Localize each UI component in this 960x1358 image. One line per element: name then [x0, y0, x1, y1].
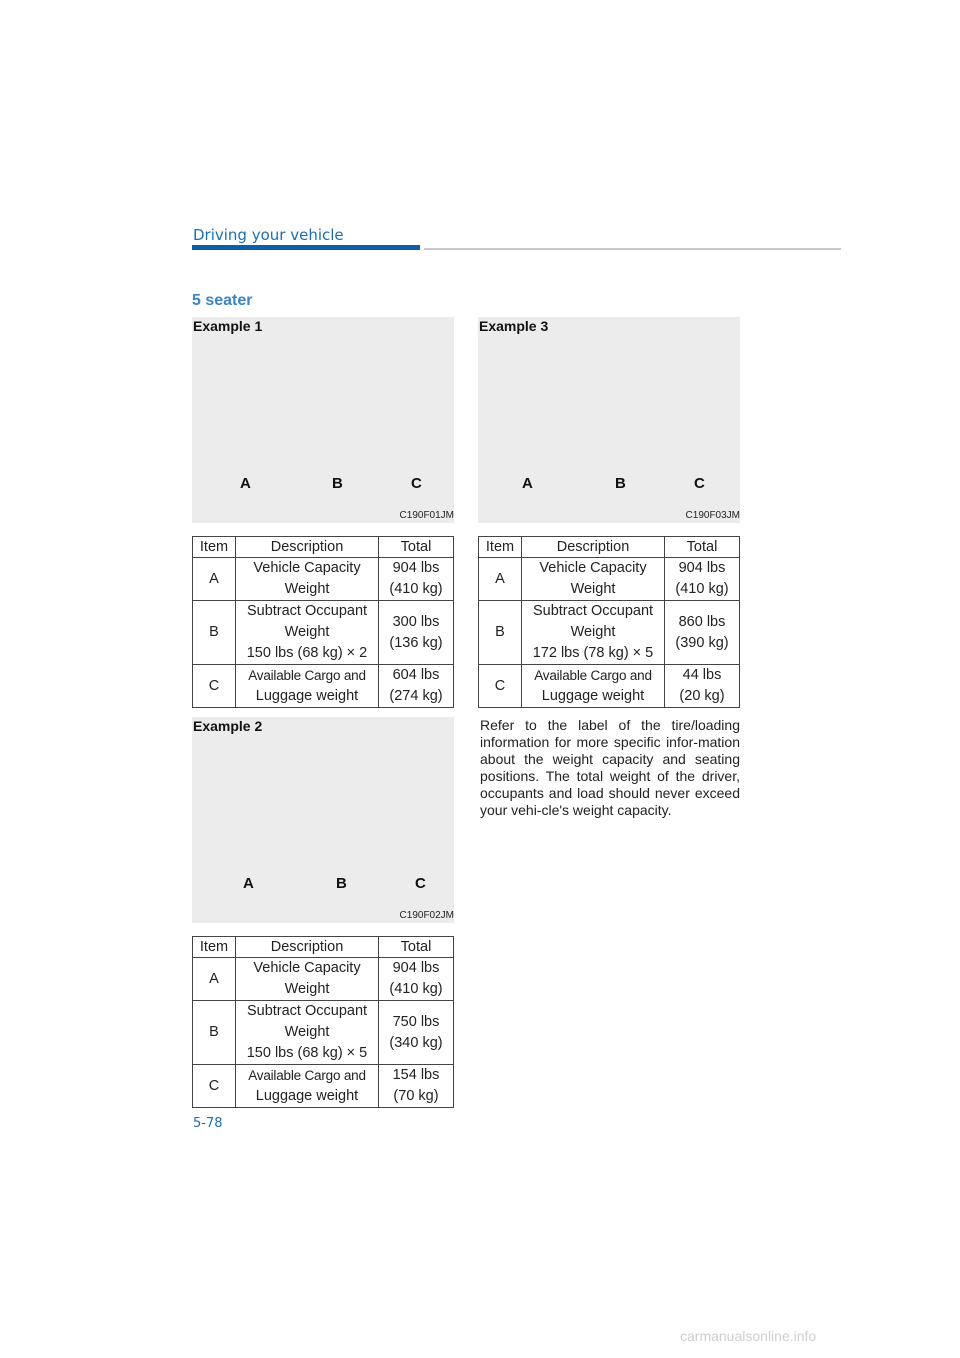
desc-line: Weight — [570, 581, 616, 597]
column-total: Total — [379, 937, 454, 958]
table-row — [193, 665, 454, 708]
desc-line: Luggage weight — [255, 688, 359, 704]
desc-line: Weight — [284, 581, 330, 597]
column-item: Item — [193, 937, 236, 958]
desc-line: Subtract Occupant — [532, 603, 654, 619]
table-row — [193, 601, 454, 665]
section-heading: 5 seater — [192, 292, 253, 309]
occupant-formula: 150 lbs (68 kg) × 2 — [246, 645, 368, 661]
total-lbs: 154 lbs — [392, 1067, 440, 1083]
total-kg: (410 kg) — [675, 581, 729, 597]
desc-line: Weight — [284, 1024, 330, 1040]
row-item: C — [479, 665, 522, 708]
total-kg: (136 kg) — [389, 634, 443, 651]
example-2-figure-code: C190F02JM — [399, 910, 454, 921]
example-1-figure-code: C190F01JM — [399, 510, 454, 521]
example-1-table — [192, 536, 454, 708]
desc-line: Available Cargo and — [534, 668, 652, 683]
total-kg: (70 kg) — [393, 1088, 439, 1104]
total-lbs: 44 lbs — [682, 667, 722, 683]
row-item: C — [193, 1065, 236, 1108]
header-accent-bar — [192, 245, 420, 250]
body-paragraph: Refer to the label of the tire/loading information for more specific infor-mation about the weight capacity and seating positions. The total weight of the driver, occupants and load should never exceed your vehi-cle's weight capacity. — [480, 717, 740, 818]
row-item: B — [193, 601, 236, 665]
section-header-title: Driving your vehicle — [193, 226, 344, 244]
total-lbs: 904 lbs — [392, 960, 440, 976]
example-1-label-b: B — [332, 475, 343, 492]
desc-line: Available Cargo and — [248, 668, 366, 683]
table-row — [193, 558, 454, 601]
total-lbs: 300 lbs — [392, 613, 440, 630]
row-item: C — [193, 665, 236, 708]
example-3-table — [478, 536, 740, 708]
watermark: carmanualsonline.info — [680, 1328, 817, 1344]
total-lbs: 750 lbs — [392, 1013, 440, 1030]
total-kg: (340 kg) — [389, 1034, 443, 1051]
desc-line: Weight — [570, 624, 616, 640]
row-item: B — [479, 601, 522, 665]
desc-line: Weight — [284, 624, 330, 640]
example-3-label-c: C — [694, 475, 705, 492]
table-row — [479, 665, 740, 708]
row-item: A — [479, 558, 522, 601]
table-row — [193, 1065, 454, 1108]
row-total — [665, 601, 740, 665]
example-2-title: Example 2 — [193, 718, 263, 734]
column-total: Total — [379, 537, 454, 558]
desc-line: Luggage weight — [255, 1088, 359, 1104]
header-divider-line — [424, 248, 841, 250]
total-lbs: 604 lbs — [392, 667, 440, 683]
table-row — [193, 958, 454, 1001]
table-row — [193, 1001, 454, 1065]
desc-line: Vehicle Capacity — [539, 560, 647, 576]
example-2-figure — [192, 717, 454, 923]
desc-line: Subtract Occupant — [246, 603, 368, 619]
occupant-formula: 172 lbs (78 kg) × 5 — [532, 645, 654, 661]
column-description: Description — [236, 937, 379, 958]
example-2-label-c: C — [415, 875, 426, 892]
example-3-label-b: B — [615, 475, 626, 492]
example-2-label-b: B — [336, 875, 347, 892]
table-header-row — [193, 937, 454, 958]
example-3-label-a: A — [522, 475, 533, 492]
total-kg: (274 kg) — [389, 688, 443, 704]
row-total — [379, 1001, 454, 1065]
row-total — [379, 558, 454, 601]
page-number: 5-78 — [193, 1116, 223, 1131]
example-1-label-c: C — [411, 475, 422, 492]
total-kg: (390 kg) — [675, 634, 729, 651]
occupant-formula: 150 lbs (68 kg) × 5 — [246, 1045, 368, 1061]
example-2-label-a: A — [243, 875, 254, 892]
row-total — [379, 601, 454, 665]
desc-line: Vehicle Capacity — [253, 560, 361, 576]
row-description — [522, 601, 665, 665]
example-2-table — [192, 936, 454, 1108]
example-3-figure-code: C190F03JM — [685, 510, 740, 521]
example-1-figure — [192, 317, 454, 523]
row-description — [236, 958, 379, 1001]
row-item: B — [193, 1001, 236, 1065]
row-total — [665, 665, 740, 708]
table-row — [479, 558, 740, 601]
column-item: Item — [193, 537, 236, 558]
row-item: A — [193, 958, 236, 1001]
total-lbs: 860 lbs — [678, 613, 726, 630]
desc-line: Luggage weight — [541, 688, 645, 704]
row-total — [665, 558, 740, 601]
column-item: Item — [479, 537, 522, 558]
row-total — [379, 958, 454, 1001]
row-description — [236, 558, 379, 601]
table-header-row — [479, 537, 740, 558]
total-lbs: 904 lbs — [392, 560, 440, 576]
example-3-figure — [478, 317, 740, 523]
row-description — [522, 558, 665, 601]
total-kg: (20 kg) — [679, 688, 725, 704]
column-total: Total — [665, 537, 740, 558]
row-item: A — [193, 558, 236, 601]
row-description — [236, 601, 379, 665]
desc-line: Vehicle Capacity — [253, 960, 361, 976]
total-lbs: 904 lbs — [678, 560, 726, 576]
desc-line: Weight — [284, 981, 330, 997]
total-kg: (410 kg) — [389, 981, 443, 997]
row-description — [236, 665, 379, 708]
example-1-label-a: A — [240, 475, 251, 492]
total-kg: (410 kg) — [389, 581, 443, 597]
row-total — [379, 1065, 454, 1108]
row-total — [379, 665, 454, 708]
column-description: Description — [522, 537, 665, 558]
example-1-title: Example 1 — [193, 318, 263, 334]
row-description — [236, 1065, 379, 1108]
table-header-row — [193, 537, 454, 558]
row-description — [522, 665, 665, 708]
desc-line: Subtract Occupant — [246, 1003, 368, 1019]
example-3-title: Example 3 — [479, 318, 549, 334]
column-description: Description — [236, 537, 379, 558]
table-row — [479, 601, 740, 665]
desc-line: Available Cargo and — [248, 1068, 366, 1083]
row-description — [236, 1001, 379, 1065]
